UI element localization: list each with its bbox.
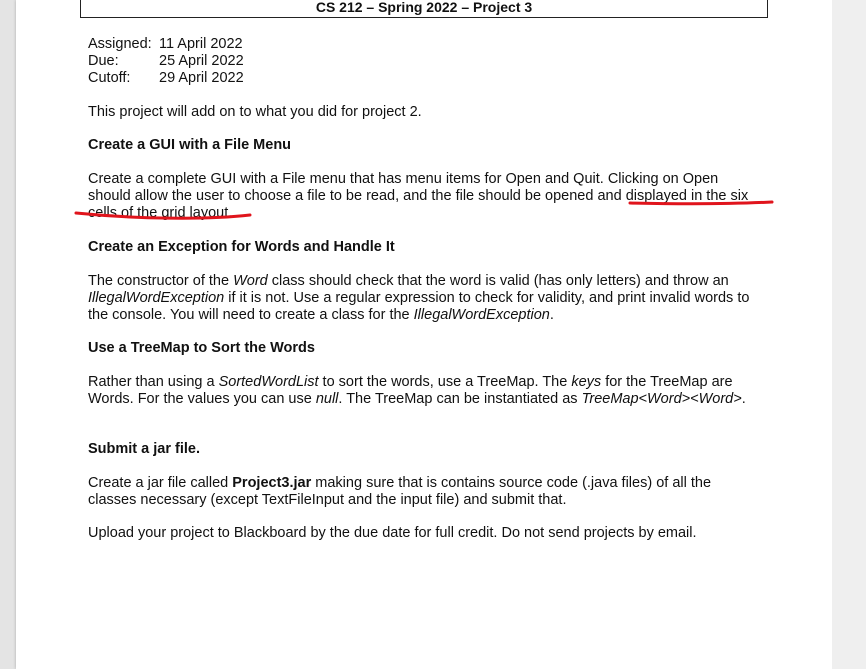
text-span: The constructor of the xyxy=(88,273,234,289)
due-value: 25 April 2022 xyxy=(159,53,244,69)
sortedwordlist-em: SortedWordList xyxy=(218,374,319,390)
text-span: Create a jar file called xyxy=(88,475,233,491)
treemap-type-em: TreeMap<Word><Word> xyxy=(581,391,742,407)
gui-line-2: should allow the user to choose a file to be read, and the file should be opened and displayed in the six xyxy=(88,188,749,204)
text-span: making sure that is contains source code (.java files) of all the xyxy=(311,475,712,491)
text-span: if it is not. Use a regular expression to check for validity, and print invalid words to xyxy=(224,290,750,306)
word-class-em: Word xyxy=(233,273,268,289)
exception-line-1 xyxy=(88,273,729,290)
viewer-side-strip xyxy=(832,0,866,669)
null-em: null xyxy=(315,391,339,407)
page-title: CS 212 – Spring 2022 – Project 3 xyxy=(80,0,768,18)
gui-line-1: Create a complete GUI with a File menu that has menu items for Open and Quit. Clicking on Open xyxy=(88,171,719,187)
intro-text: This project will add on to what you did for project 2. xyxy=(88,104,422,120)
section-heading-submit: Submit a jar file. xyxy=(88,441,200,457)
submit-line-2: classes necessary (except TextFileInput and the input file) and submit that. xyxy=(88,492,567,508)
upload-line: Upload your project to Blackboard by the due date for full credit. Do not send projects by email. xyxy=(88,525,697,541)
document-page xyxy=(16,0,832,669)
due-label: Due: xyxy=(88,53,119,69)
text-span: . xyxy=(549,307,554,323)
section-heading-exception: Create an Exception for Words and Handle It xyxy=(88,239,395,255)
exception-class-em: IllegalWordException xyxy=(413,307,550,323)
gui-line-3: cells of the grid layout. xyxy=(88,205,233,221)
text-span: to sort the words, use a TreeMap. The xyxy=(318,374,572,390)
exception-line-3 xyxy=(88,307,554,324)
text-span: for the TreeMap are xyxy=(601,374,733,390)
exception-class-em: IllegalWordException xyxy=(88,290,225,306)
exception-line-2 xyxy=(88,290,749,307)
treemap-line-2 xyxy=(88,391,746,408)
cutoff-label: Cutoff: xyxy=(88,70,131,86)
jar-name-bold: Project3.jar xyxy=(232,475,312,491)
text-span: class should check that the word is valid (has only letters) and throw an xyxy=(267,273,729,289)
text-span: Words. For the values you can use xyxy=(88,391,316,407)
cutoff-value: 29 April 2022 xyxy=(159,70,244,86)
submit-line-1 xyxy=(88,475,711,492)
keys-em: keys xyxy=(571,374,602,390)
assigned-label: Assigned: xyxy=(88,36,152,52)
treemap-line-1 xyxy=(88,374,733,391)
section-heading-treemap: Use a TreeMap to Sort the Words xyxy=(88,340,315,356)
text-span: Rather than using a xyxy=(88,374,219,390)
text-span: the console. You will need to create a class for the xyxy=(88,307,414,323)
red-underline-annotation xyxy=(16,0,832,669)
section-heading-gui: Create a GUI with a File Menu xyxy=(88,137,292,153)
assigned-value: 11 April 2022 xyxy=(159,36,243,52)
text-span: . The TreeMap can be instantiated as xyxy=(338,391,582,407)
text-span: . xyxy=(741,391,746,407)
